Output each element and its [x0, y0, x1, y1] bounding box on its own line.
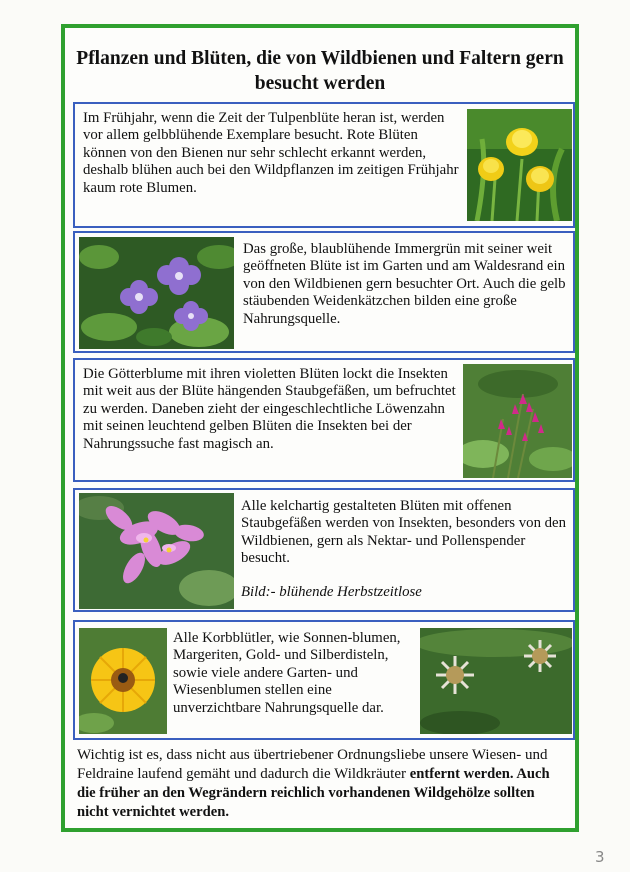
page-number: 3 — [595, 848, 605, 866]
closing-note-bold: entfernt werden. Auch die früher an den Wegrändern reichlich vorhandenen Wildgehölze sollten nicht vernichtet werden. — [77, 766, 550, 820]
page-title: Pflanzen und Blüten, die von Wildbienen und Faltern gern besucht werden — [76, 48, 564, 94]
section-tulips — [73, 102, 575, 228]
closing-note — [77, 746, 567, 822]
shooting-star-photo — [463, 364, 572, 478]
photo-caption: Bild:- blühende Herbstzeitlose — [241, 584, 422, 600]
page-frame — [61, 24, 579, 832]
section-composites — [73, 620, 575, 740]
autumn-crocus-photo — [79, 493, 234, 609]
thistle-photo — [420, 628, 572, 734]
section-text: Alle Korbblütler, wie Sonnen-blumen, Margeriten, Gold- und Silberdisteln, sowie viele andere Garten- und Wiesenblumen stellen eine unverzichtbare Nahrungsquelle dar. — [173, 630, 401, 716]
marigold-photo — [79, 628, 167, 734]
section-text: Die Götterblume mit ihren violetten Blüten lockt die Insekten mit weit aus der Blüte hängenden Staubgefäßen, um befruchtet zu werden. Daneben zieht der eingeschlechtliche Löwenzahn mit seinen leuchtend gelben Blüten die Insekten bei der Nahrungssuche fast magisch an. — [83, 366, 456, 452]
section-periwinkle — [73, 231, 575, 353]
section-text: Das große, blaublühende Immergrün mit seiner weit geöffneten Blüte ist im Garten und am Waldesrand ein von den Wildbienen gern besuchter Ort. Auch die gelb stäubenden Weidenkätzchen bilden eine große Nahrungsquelle. — [243, 241, 566, 327]
section-text: Im Frühjahr, wenn die Zeit der Tulpenblüte heran ist, werden vor allem gelbblühende Exemplare besucht. Rote Blüten können von den Bienen nur sehr schlecht erkannt werden, deshalb blühen auch bei den Wildpflanzen im zeitigen Frühjahr kaum rote Blumen. — [83, 110, 459, 196]
tulip-photo — [467, 109, 572, 221]
section-autumn-crocus — [73, 488, 575, 612]
periwinkle-photo — [79, 237, 234, 349]
closing-note-normal: Wichtig ist es, dass nicht aus übertriebener Ordnungsliebe unsere Wiesen- und Feldraine laufend gemäht und dadurch die Wildkräuter — [77, 747, 548, 782]
section-shooting-star — [73, 358, 575, 482]
section-text: Alle kelchartig gestalteten Blüten mit offenen Staubgefäßen werden von Insekten, besonders von den Wildbienen, gern als Nektar- und Pollenspender besucht. — [241, 498, 567, 567]
